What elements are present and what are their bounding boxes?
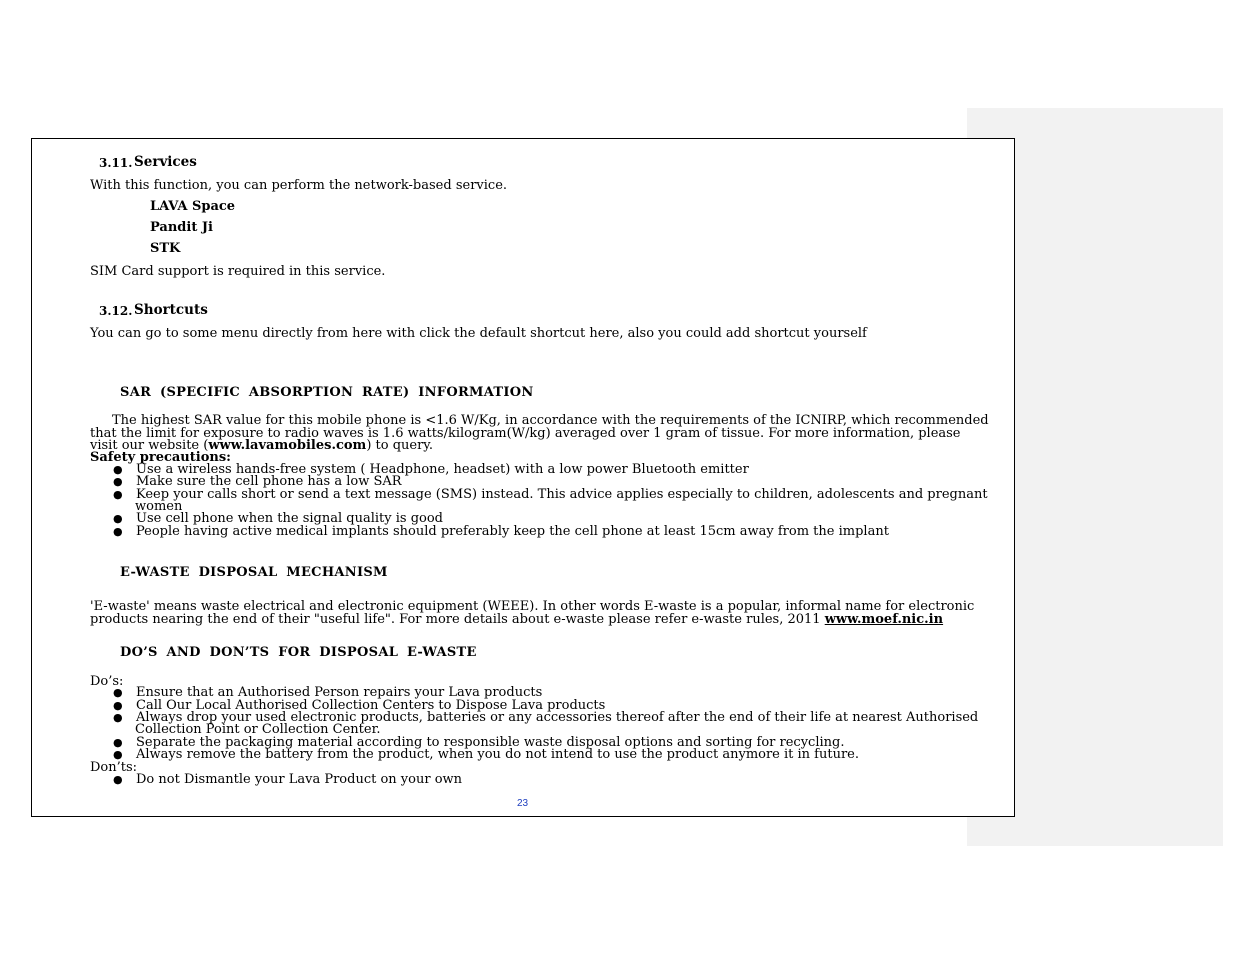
precaution-item: ● Use cell phone when the signal quality is good bbox=[113, 511, 443, 526]
bullet-icon: ● bbox=[113, 525, 123, 538]
precaution-item: ● Make sure the cell phone has a low SAR bbox=[113, 474, 402, 489]
services-note: SIM Card support is required in this service. bbox=[90, 264, 386, 279]
dos-label: Do’s: bbox=[90, 674, 124, 689]
bullet-icon: ● bbox=[113, 699, 123, 712]
ewaste-heading: E-WASTE DISPOSAL MECHANISM bbox=[120, 565, 388, 580]
page-number: 23 bbox=[517, 798, 529, 809]
services-number: 3.11. bbox=[99, 156, 133, 170]
bullet-icon: ● bbox=[113, 773, 123, 786]
safety-precautions-title: Safety precautions: bbox=[90, 450, 231, 465]
dos-item: ● Separate the packaging material according to responsible waste disposal options and sorting for recycling. bbox=[113, 735, 845, 750]
precaution-item-continued: women bbox=[135, 499, 183, 514]
dos-item: ● Call Our Local Authorised Collection Centers to Dispose Lava products bbox=[113, 698, 606, 713]
dos-item-continued: Collection Point or Collection Center. bbox=[135, 722, 381, 737]
services-item-stk: STK bbox=[150, 241, 181, 256]
shortcuts-number: 3.12. bbox=[99, 304, 133, 318]
precaution-item: ● Keep your calls short or send a text message (SMS) instead. This advice applies especially to children, adolescents and pregnant bbox=[113, 487, 988, 502]
shortcuts-title: Shortcuts bbox=[134, 302, 208, 318]
sar-line3-prefix: visit our website ( bbox=[90, 438, 209, 453]
bullet-icon: ● bbox=[113, 736, 123, 749]
bullet-icon: ● bbox=[113, 463, 123, 476]
services-item-pandit-ji: Pandit Ji bbox=[150, 220, 213, 235]
services-title: Services bbox=[134, 154, 197, 170]
bullet-icon: ● bbox=[113, 748, 123, 761]
services-item-lava-space: LAVA Space bbox=[150, 199, 236, 214]
dos-item: ● Always remove the battery from the product, when you do not intend to use the product anymore it in future. bbox=[113, 747, 860, 762]
bullet-icon: ● bbox=[113, 512, 123, 525]
moef-link[interactable]: www.moef.nic.in bbox=[824, 612, 944, 627]
sar-line3-suffix: ) to query. bbox=[366, 438, 434, 453]
bullet-icon: ● bbox=[113, 475, 123, 488]
bullet-icon: ● bbox=[113, 711, 123, 724]
ewaste-line2-prefix: products nearing the end of their "useful life". For more details about e-waste please refer e-waste rules, 2011 bbox=[90, 612, 825, 627]
bullet-icon: ● bbox=[113, 488, 123, 501]
shortcuts-text: You can go to some menu directly from here with click the default shortcut here, also you could add shortcut yourself bbox=[90, 326, 867, 341]
precaution-item: ● People having active medical implants should preferably keep the cell phone at least 15cm away from the implant bbox=[113, 524, 889, 539]
bullet-icon: ● bbox=[113, 686, 123, 699]
dos-item: ● Always drop your used electronic products, batteries or any accessories thereof after the end of their life at nearest Authorised bbox=[113, 710, 979, 725]
donts-item: ● Do not Dismantle your Lava Product on your own bbox=[113, 772, 463, 787]
services-intro: With this function, you can perform the network-based service. bbox=[90, 178, 508, 193]
ewaste-text-line-1: 'E-waste' means waste electrical and electronic equipment (WEEE). In other words E-waste is a popular, informal name for electronic bbox=[90, 599, 975, 614]
sar-text-line-2: that the limit for exposure to radio waves is 1.6 watts/kilogram(W/kg) averaged over 1 gram of tissue. For more information, please bbox=[90, 426, 961, 441]
sar-text-line-1: The highest SAR value for this mobile phone is <1.6 W/Kg, in accordance with the requirements of the ICNIRP, which recommended bbox=[112, 413, 989, 428]
donts-label: Don’ts: bbox=[90, 760, 138, 775]
document-page bbox=[31, 138, 1015, 817]
sar-heading: SAR (SPECIFIC ABSORPTION RATE) INFORMATION bbox=[120, 385, 534, 400]
disposal-heading: DO’S AND DON’TS FOR DISPOSAL E-WASTE bbox=[120, 645, 477, 660]
dos-item: ● Ensure that an Authorised Person repairs your Lava products bbox=[113, 685, 543, 700]
lavamobiles-link[interactable]: www.lavamobiles.com bbox=[208, 438, 367, 453]
ewaste-text-line-2 bbox=[90, 613, 943, 626]
precaution-item: ● Use a wireless hands-free system ( Headphone, headset) with a low power Bluetooth emitter bbox=[113, 462, 749, 477]
